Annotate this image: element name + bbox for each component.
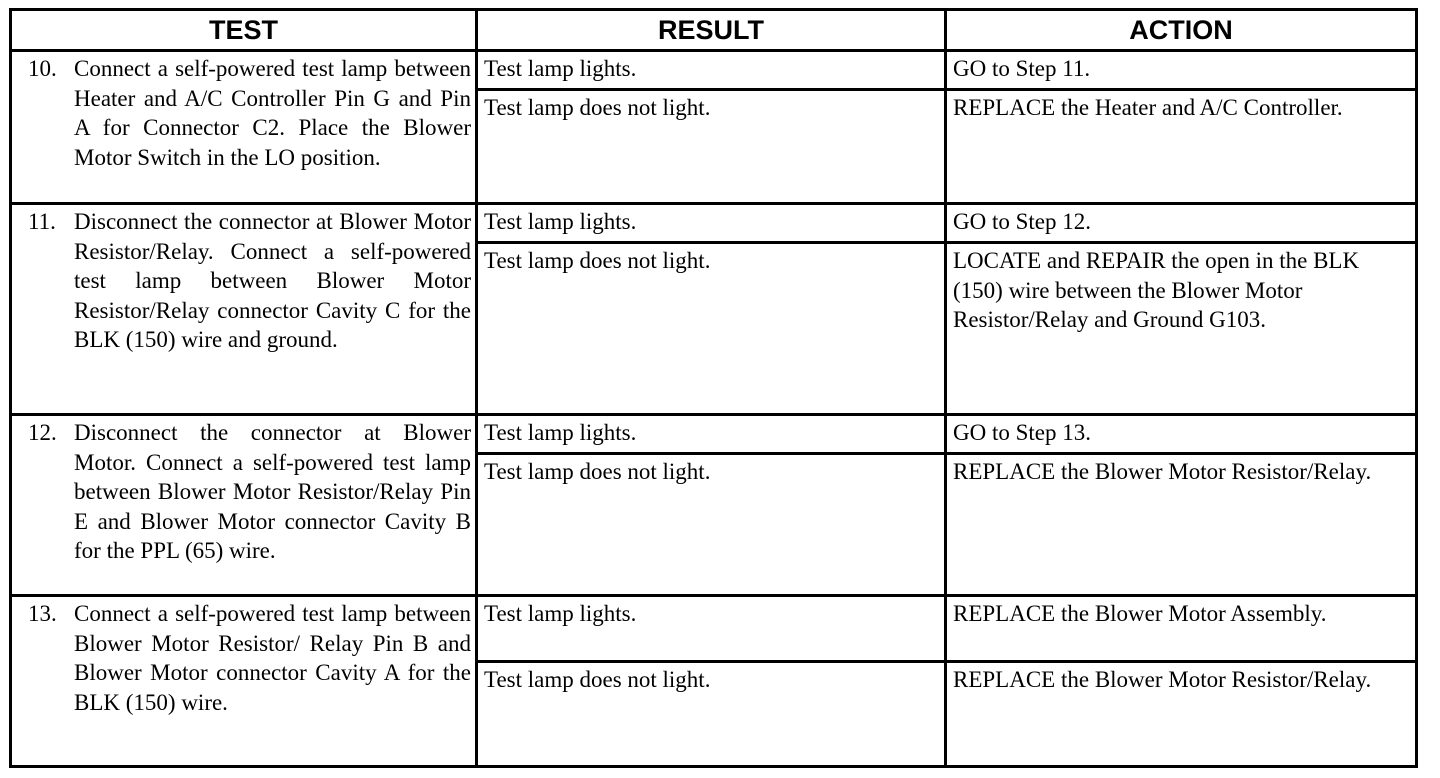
header-test: TEST: [11, 10, 477, 51]
diagnostic-table: [9, 8, 1418, 768]
header-action: ACTION: [946, 10, 1417, 51]
result-cell: Test lamp lights.: [477, 51, 946, 90]
step-number: 12.: [28, 420, 57, 445]
result-cell: Test lamp lights.: [477, 204, 946, 243]
test-cell-step-13: [11, 596, 477, 767]
action-cell: REPLACE the Blower Motor Assembly.: [946, 596, 1417, 662]
step-number: 13.: [28, 601, 57, 626]
action-cell: GO to Step 12.: [946, 204, 1417, 243]
test-cell-step-12: [11, 415, 477, 596]
result-cell: Test lamp does not light.: [477, 243, 946, 415]
step-test-text: Connect a self-powered test lamp between Heater and A/C Controller Pin G and Pin A for Connector C2. Place the Blower Motor Switch in the LO position.: [74, 56, 471, 170]
action-cell: REPLACE the Heater and A/C Controller.: [946, 90, 1417, 204]
step-test-text: Disconnect the connector at Blower Motor Resistor/Relay. Connect a self-powered test lamp between Blower Motor Resistor/Relay connector Cavity C for the BLK (150) wire and ground.: [74, 209, 471, 352]
step-number: 11.: [28, 209, 56, 234]
header-result: RESULT: [477, 10, 946, 51]
step-test-text: Connect a self-powered test lamp between Blower Motor Resistor/ Relay Pin B and Blower Motor connector Cavity A for the BLK (150) wire.: [74, 601, 471, 715]
result-cell: Test lamp does not light.: [477, 662, 946, 767]
table-row: [11, 596, 1417, 662]
test-cell-step-11: [11, 204, 477, 415]
header-row: [11, 10, 1417, 51]
step-number: 10.: [28, 56, 57, 81]
test-cell-step-10: [11, 51, 477, 204]
table-row: [11, 204, 1417, 243]
result-cell: Test lamp does not light.: [477, 90, 946, 204]
action-cell: LOCATE and REPAIR the open in the BLK (150) wire between the Blower Motor Resistor/Relay and Ground G103.: [946, 243, 1417, 415]
result-cell: Test lamp lights.: [477, 596, 946, 662]
action-cell: REPLACE the Blower Motor Resistor/Relay.: [946, 662, 1417, 767]
table-row: [11, 51, 1417, 90]
action-cell: GO to Step 11.: [946, 51, 1417, 90]
result-cell: Test lamp lights.: [477, 415, 946, 454]
step-test-text: Disconnect the connector at Blower Motor. Connect a self-powered test lamp between Blower Motor Resistor/Relay Pin E and Blower Motor connector Cavity B for the PPL (65) wire.: [74, 420, 471, 563]
action-cell: GO to Step 13.: [946, 415, 1417, 454]
table-row: [11, 415, 1417, 454]
action-cell: REPLACE the Blower Motor Resistor/Relay.: [946, 454, 1417, 596]
result-cell: Test lamp does not light.: [477, 454, 946, 596]
